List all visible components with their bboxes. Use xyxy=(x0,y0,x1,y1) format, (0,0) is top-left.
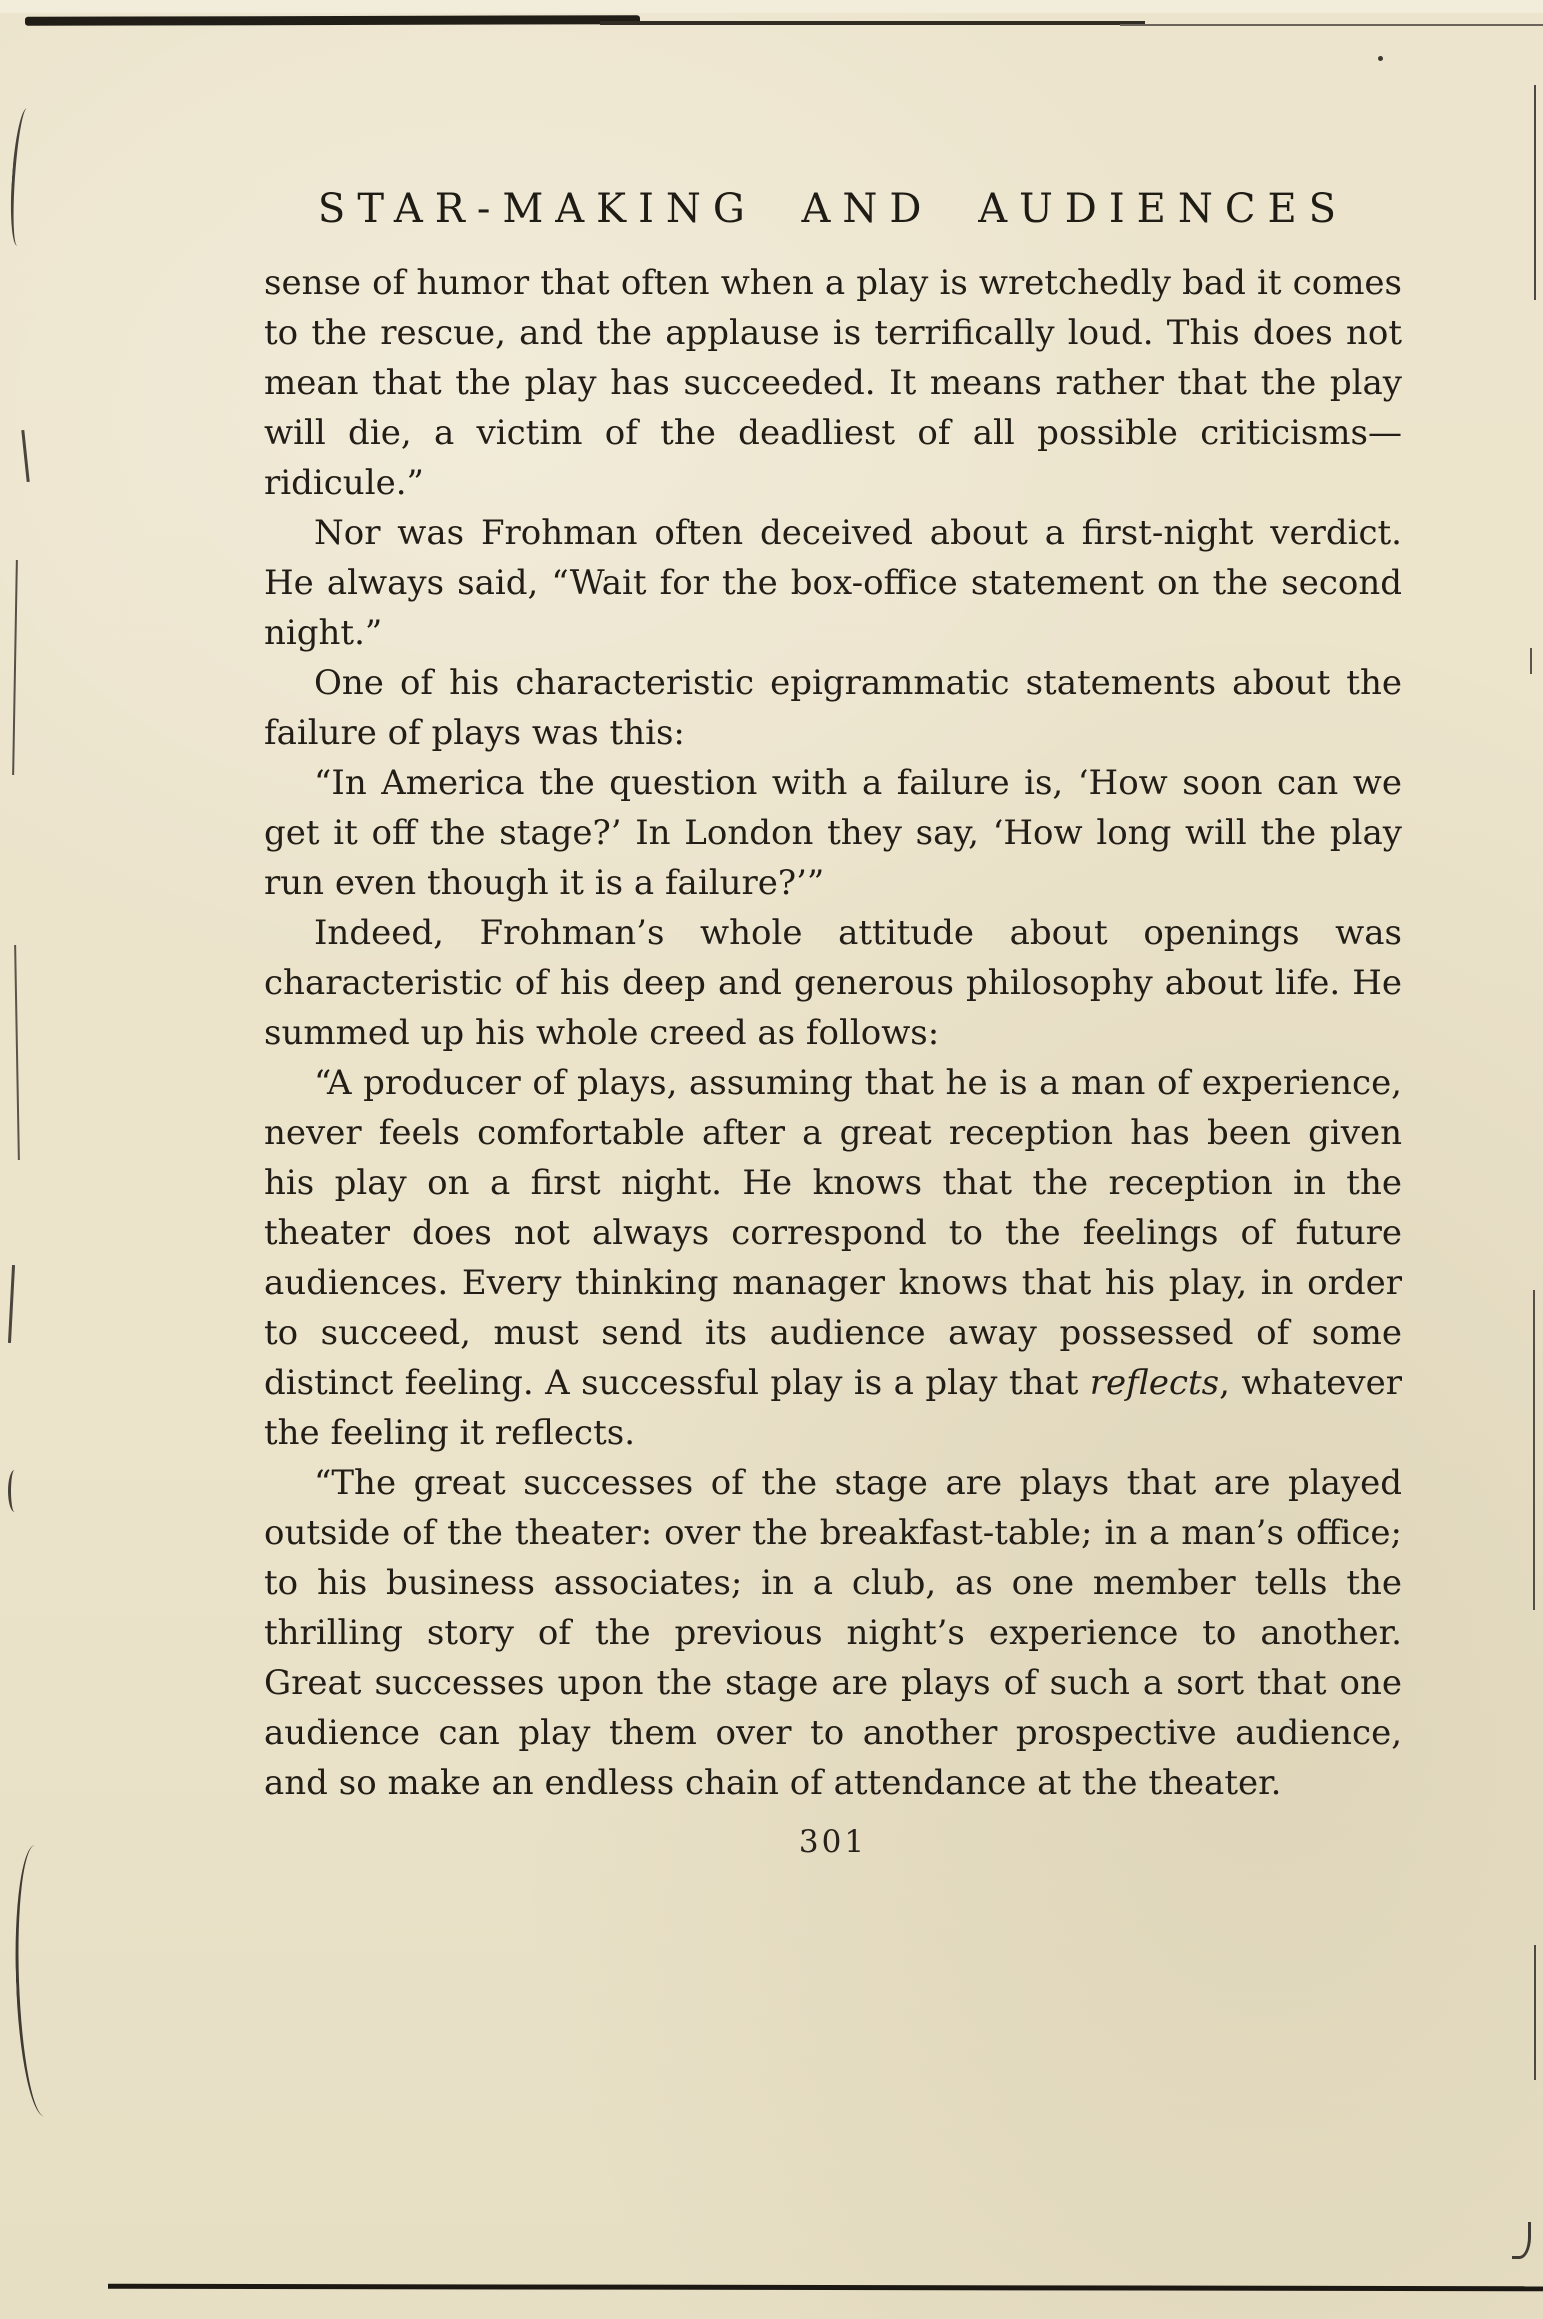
right-edge-line xyxy=(1534,85,1536,300)
binding-mark xyxy=(21,430,29,482)
paragraph-6 xyxy=(264,1058,1402,1458)
bottom-scan-line xyxy=(108,2284,1543,2292)
binding-mark xyxy=(12,560,18,775)
text-block xyxy=(264,258,1402,1808)
paragraph-1: sense of humor that often when a play is wretchedly bad it comes to the rescue, and the applause is terrifically loud. This does not mean that the play has succeeded. It means rather that the play will die, a victim of the deadliest of all possible criticisms—ridicule.” xyxy=(264,263,1402,503)
right-edge-mark xyxy=(1512,2222,1531,2259)
paragraph-5: Indeed, Frohman’s whole attitude about openings was characteristic of his deep and generous philosophy about life. He summed up his whole creed as follows: xyxy=(264,913,1402,1053)
page-content xyxy=(264,0,1402,1860)
page-number: 301 xyxy=(798,1824,868,1860)
paragraph-6-text: “A producer of plays, assuming that he is a man of experience, never feels comfortable after a great reception has been given his play on a first night. He knows that the reception in the theater does not always correspond to the feelings of future audiences. Every thinking manager knows that his play, in order to succeed, must send its audience away possessed of some distinct feeling. A successful play is a play that xyxy=(264,1063,1402,1403)
paragraph-3: One of his characteristic epigrammatic statements about the failure of plays was this: xyxy=(264,663,1402,753)
binding-mark xyxy=(11,1845,49,2118)
binding-mark xyxy=(8,1265,15,1343)
paragraph-6-text: , whatever the feeling it reflects. xyxy=(264,1363,1402,1453)
paragraph-7: “The great successes of the stage are plays that are played outside of the theater: over the breakfast-table; in a man’s office; to his business associates; in a club, as one member tells the thrilling story of the previous night’s experience to another. Great successes upon the stage are plays of such a sort that one audience can play them over to another prospective audience, and so make an endless chain of attendance at the theater. xyxy=(264,1463,1402,1803)
binding-mark xyxy=(7,108,34,247)
binding-mark xyxy=(14,945,20,1160)
right-edge-line xyxy=(1534,1945,1536,2080)
right-edge-line xyxy=(1533,1290,1535,1610)
page-title: STAR-MAKING AND AUDIENCES xyxy=(317,186,1349,232)
paragraph-2: Nor was Frohman often deceived about a first-night verdict. He always said, “Wait for the box-office statement on the second night.” xyxy=(264,513,1402,653)
paragraph-4: “In America the question with a failure is, ‘How soon can we get it off the stage?’ In London they say, ‘How long will the play run even though it is a failure?’” xyxy=(264,763,1402,903)
right-edge-line xyxy=(1530,648,1532,674)
paragraph-6-italic-word: reflects xyxy=(1089,1363,1220,1403)
binding-mark xyxy=(8,1470,21,1512)
